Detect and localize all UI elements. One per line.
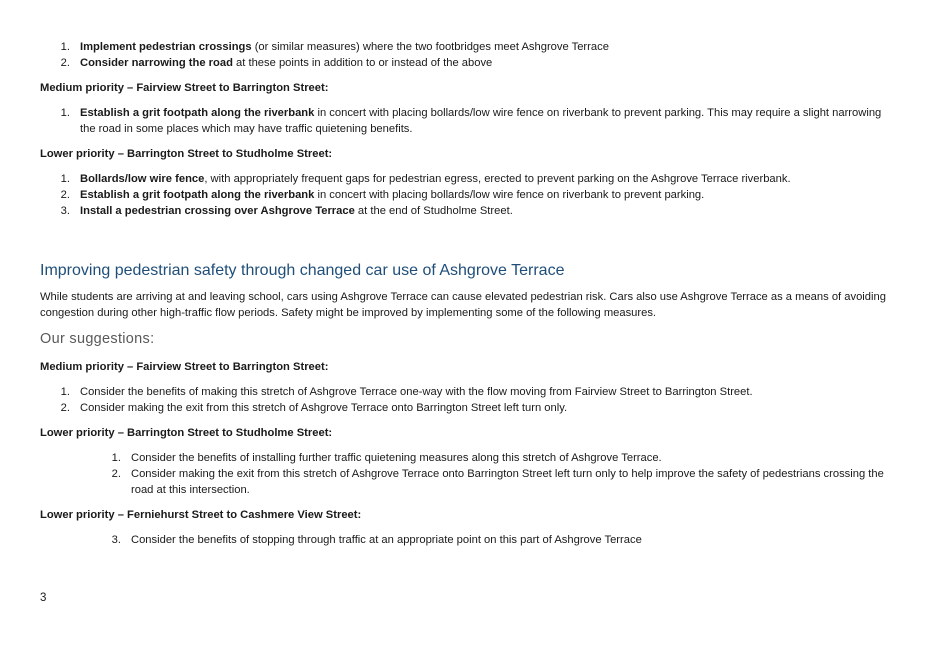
section-heading: Lower priority – Barrington Street to Studholme Street: <box>40 427 333 439</box>
list-item <box>80 39 609 55</box>
list-item: Consider making the exit from this stretch of Ashgrove Terrace onto Barrington Street left turn only. <box>80 402 568 414</box>
list-number: 1. <box>60 41 70 53</box>
list-item <box>80 105 881 121</box>
list-item-continuation: the road in some places which may have traffic quietening benefits. <box>80 123 413 135</box>
list-item: Consider the benefits of stopping through traffic at an appropriate point on this part of Ashgrove Terrace <box>131 534 642 546</box>
list-item-bold: Establish a grit footpath along the riverbank <box>80 189 315 201</box>
list-number: 1. <box>60 107 70 119</box>
list-item: Consider the benefits of installing further traffic quietening measures along this stretch of Ashgrove Terrace. <box>131 452 662 464</box>
list-item-bold: Implement pedestrian crossings <box>80 41 252 53</box>
list-item-text: , with appropriately frequent gaps for pedestrian egress, erected to prevent parking on the Ashgrove Terrace riverbank. <box>204 173 791 185</box>
list-number: 1. <box>60 173 70 185</box>
list-number: 2. <box>60 189 70 201</box>
list-number: 2. <box>111 468 121 480</box>
list-number: 3. <box>60 205 70 217</box>
list-item <box>80 187 704 203</box>
list-item-bold: Consider narrowing the road <box>80 57 233 69</box>
page-number: 3 <box>40 592 47 604</box>
list-item: Consider making the exit from this stretch of Ashgrove Terrace onto Barrington Street left turn only to help improve the safety of pedestrians crossing the <box>131 468 884 480</box>
list-item-bold: Establish a grit footpath along the riverbank <box>80 107 315 119</box>
section-title: Improving pedestrian safety through changed car use of Ashgrove Terrace <box>40 262 565 279</box>
list-item-continuation: road at this intersection. <box>131 484 250 496</box>
list-number: 1. <box>111 452 121 464</box>
intro-paragraph-line: While students are arriving at and leaving school, cars using Ashgrove Terrace can cause elevated pedestrian risk. Cars also use Ashgrove Terrace as a means of avoiding <box>40 291 886 303</box>
list-item-text: at these points in addition to or instead of the above <box>232 57 493 69</box>
section-heading: Lower priority – Barrington Street to Studholme Street: <box>40 148 333 160</box>
list-item-text: in concert with placing bollards/low wire fence on riverbank to prevent parking. <box>314 189 705 201</box>
list-item-text: in concert with placing bollards/low wire fence on riverbank to prevent parking. This may require a slight narrowing <box>314 107 882 119</box>
list-item <box>80 171 791 187</box>
list-item: Consider the benefits of making this stretch of Ashgrove Terrace one-way with the flow moving from Fairview Street to Barrington Street. <box>80 386 753 398</box>
list-item <box>80 55 492 71</box>
subheading: Our suggestions: <box>40 331 155 347</box>
list-number: 2. <box>60 402 70 414</box>
section-heading: Medium priority – Fairview Street to Barrington Street: <box>40 82 329 94</box>
list-number: 3. <box>111 534 121 546</box>
section-heading: Lower priority – Ferniehurst Street to Cashmere View Street: <box>40 509 362 521</box>
list-item-bold: Bollards/low wire fence <box>80 173 205 185</box>
list-item-text: at the end of Studholme Street. <box>354 205 513 217</box>
intro-paragraph-line: congestion during other high-traffic flow periods. Safety might be improved by implementing some of the following measures. <box>40 307 657 319</box>
list-item-bold: Install a pedestrian crossing over Ashgrove Terrace <box>80 205 355 217</box>
list-number: 1. <box>60 386 70 398</box>
list-item-text: (or similar measures) where the two footbridges meet Ashgrove Terrace <box>251 41 609 53</box>
list-item <box>80 203 513 219</box>
section-heading: Medium priority – Fairview Street to Barrington Street: <box>40 361 329 373</box>
list-number: 2. <box>60 57 70 69</box>
